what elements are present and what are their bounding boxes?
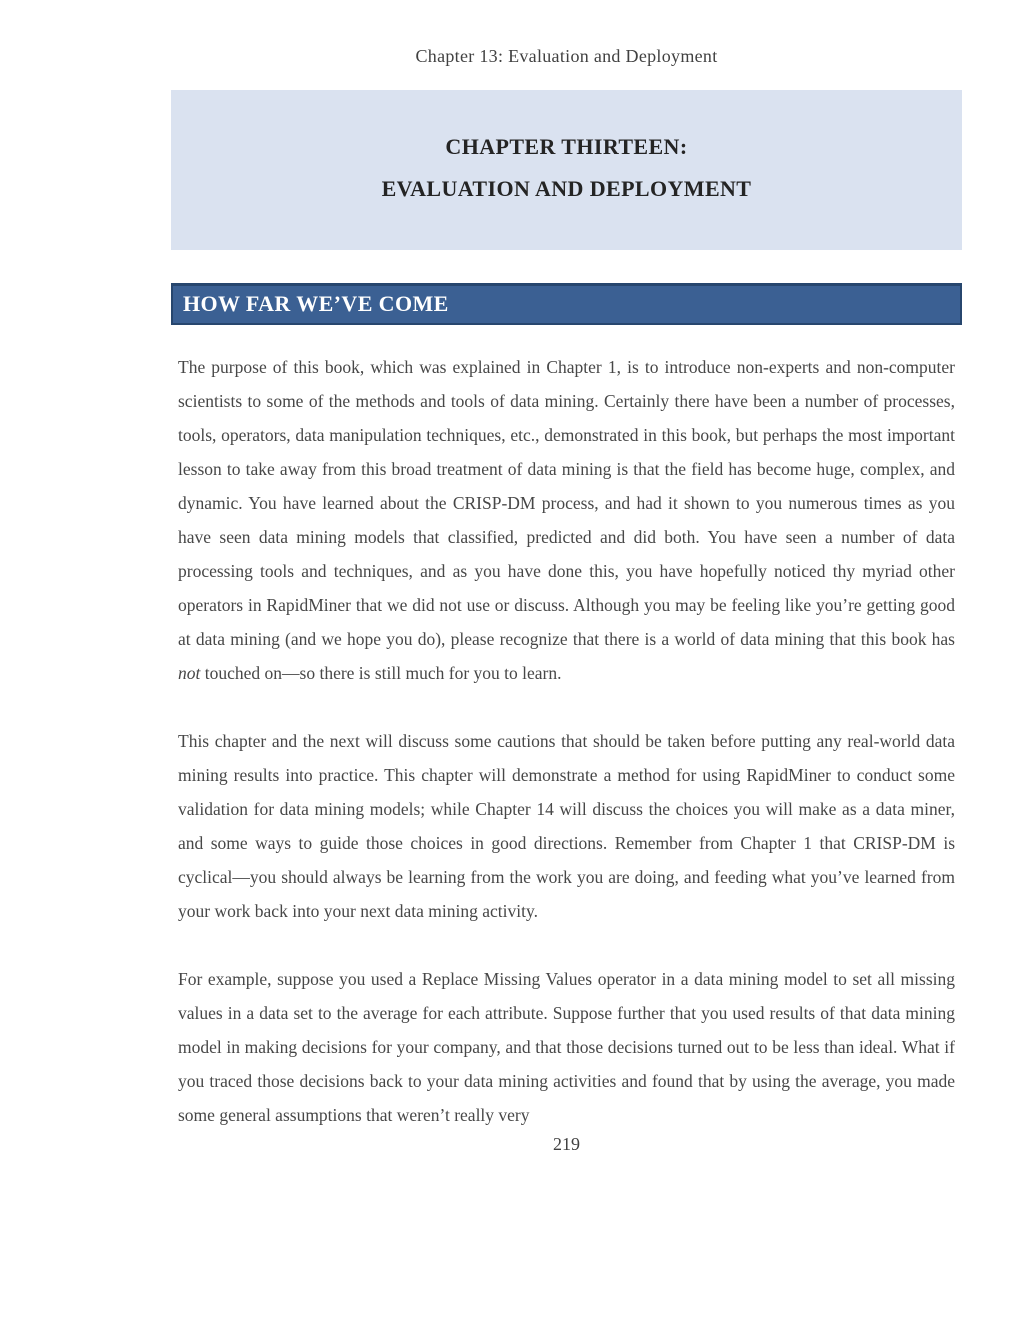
chapter-title-line-1: CHAPTER THIRTEEN:	[445, 134, 688, 159]
paragraph-1-text-post: touched on—so there is still much for you to learn.	[200, 663, 562, 683]
paragraph-3: For example, suppose you used a Replace Missing Values operator in a data mining model to set all missing values in a data set to the average for each attribute. Suppose further that you used results of that data mining model in making decisions for your company, and that those decisions turned out to be less than ideal. What if you traced those decisions back to your data mining activities and found that by using the average, you made some general assumptions that weren’t really very	[178, 969, 955, 1125]
chapter-title-group	[171, 90, 962, 210]
body-text-column	[171, 350, 962, 1155]
paragraph-1-text-pre: The purpose of this book, which was explained in Chapter 1, is to introduce non-experts and non-computer scientists to some of the methods and tools of data mining. Certainly there have been a number of processes, tools, operators, data manipulation techniques, etc., demonstrated in this book, but perhaps the most important lesson to take away from this broad treatment of data mining is that the field has become huge, complex, and dynamic. You have learned about the CRISP-DM process, and had it shown to you numerous times as you have seen data mining models that classified, predicted and did both. You have seen a number of data processing tools and techniques, and as you have done this, you have hopefully noticed thy myriad other operators in RapidMiner that we did not use or discuss. Although you may be feeling like you’re getting good at data mining (and we hope you do), please recognize that there is a world of data mining that this book has	[178, 357, 955, 649]
paragraph-1-emphasis-word: not	[178, 663, 201, 683]
section-heading-label: HOW FAR WE’VE COME	[183, 291, 449, 316]
chapter-title-box	[171, 90, 962, 250]
running-header: Chapter 13: Evaluation and Deployment	[415, 46, 718, 66]
paragraph-2: This chapter and the next will discuss some cautions that should be taken before putting any real-world data mining results into practice. This chapter will demonstrate a method for using RapidMiner to conduct some validation for data mining models; while Chapter 14 will discuss the choices you will make as a data miner, and some ways to guide those choices in good directions. Remember from Chapter 1 that CRISP-DM is cyclical—you should always be learning from the work you are doing, and feeding what you’ve learned from your work back into your next data mining activity.	[178, 731, 955, 921]
paragraph-1	[171, 350, 962, 690]
page-number: 219	[553, 1134, 580, 1154]
chapter-title-line-2: EVALUATION AND DEPLOYMENT	[381, 176, 752, 201]
section-heading-banner	[171, 283, 962, 325]
